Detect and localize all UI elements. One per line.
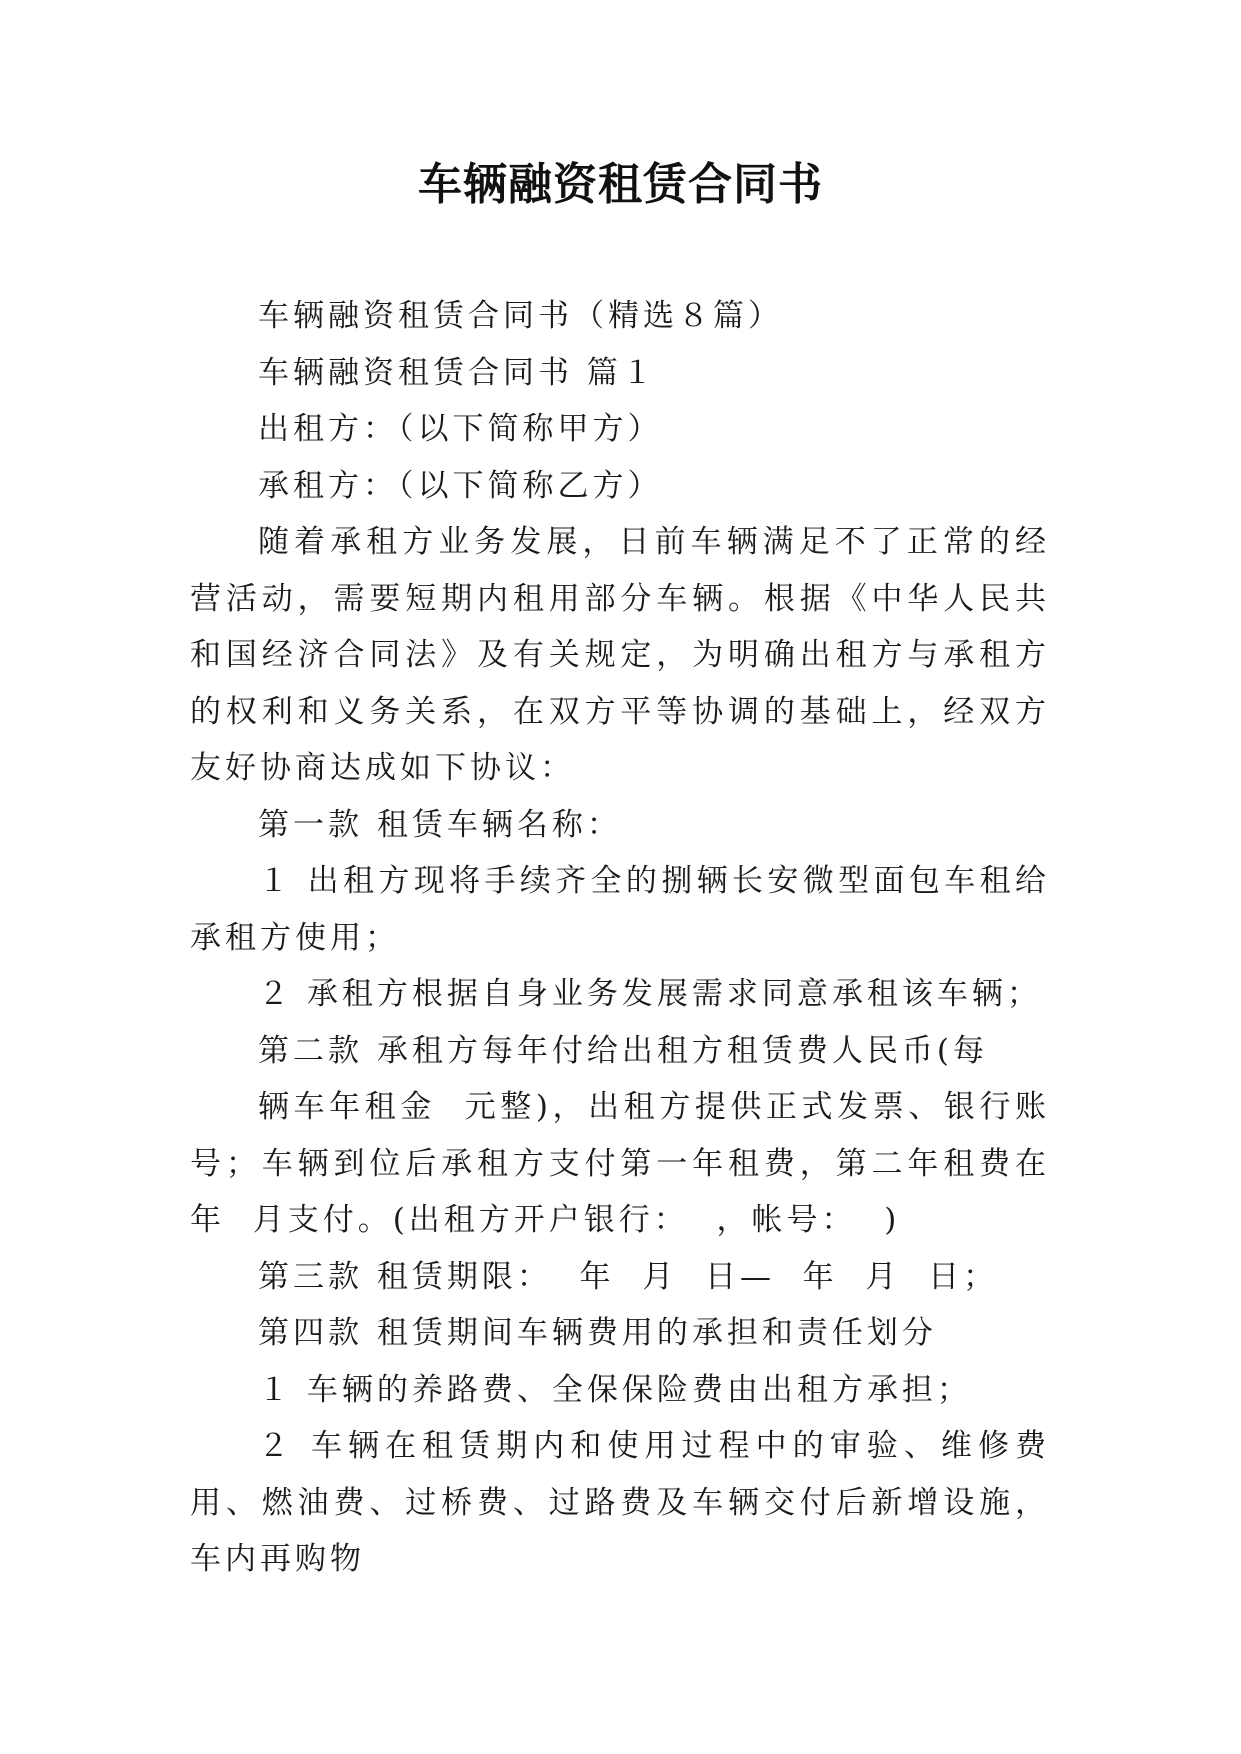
paragraph-clause-4: 第四款 租赁期间车辆费用的承担和责任划分	[258, 1315, 937, 1351]
paragraph-clause-1: 第一款 租赁车辆名称：	[258, 806, 622, 843]
paragraph-subtitle: 车辆融资租赁合同书（精选８篇）	[258, 298, 783, 334]
paragraph-clause-1-item-1: １ 出租方现将手续齐全的捌辆长安微型面包车租给承租方使用；	[190, 863, 1050, 956]
document-title: 车辆融资租赁合同书	[418, 159, 823, 210]
paragraph-lessor: 出租方：（以下简称甲方）	[258, 411, 663, 447]
paragraph-clause-1-item-2: ２ 承租方根据自身业务发展需求同意承租该车辆；	[258, 976, 1042, 1012]
paragraph-clause-2-cont: 辆车年租金 元整)，出租方提供正式发票、银行账号；车辆到位后承租方支付第一年租费，第二年租费在 年 月支付。(出租方开户银行： ，帐号： )	[190, 1089, 1078, 1238]
paragraph-clause-4-item-2: ２ 车辆在租赁期内和使用过程中的审验、维修费用、燃油费、过桥费、过路费及车辆交付后新增设施，车内再购物	[190, 1428, 1050, 1577]
document-body	[190, 288, 1078, 1588]
paragraph-lessee: 承租方：（以下简称乙方）	[258, 467, 663, 504]
paragraph-clause-4-item-1: １ 车辆的养路费、全保保险费由出租方承担；	[258, 1371, 972, 1408]
paragraph-preamble: 随着承租方业务发展，日前车辆满足不了正常的经营活动，需要短期内租用部分车辆。根据《中华人民共和国经济合同法》及有关规定，为明确出租方与承租方的权利和义务关系，在双方平等协调的基础上，经双方友好协商达成如下协议：	[190, 524, 1050, 786]
paragraph-clause-3: 第三款 租赁期限： 年 月 日— 年 月 日；	[258, 1258, 999, 1295]
paragraph-section-heading: 车辆融资租赁合同书 篇１	[258, 354, 657, 391]
paragraph-clause-2: 第二款 承租方每年付给出租方租赁费人民币(每	[258, 1032, 988, 1069]
